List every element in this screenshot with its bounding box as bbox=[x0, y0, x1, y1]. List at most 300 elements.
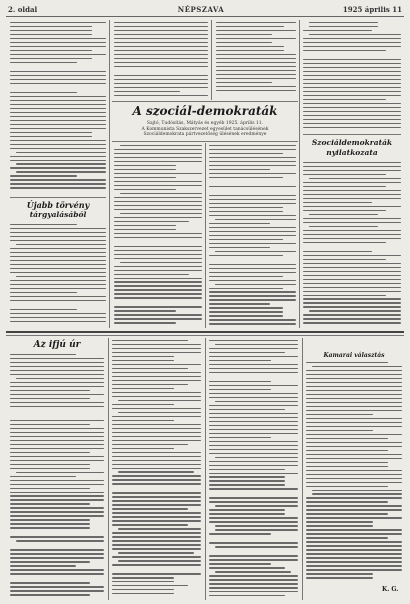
text-line bbox=[10, 300, 106, 301]
text-line bbox=[114, 209, 202, 210]
text-line bbox=[303, 295, 386, 296]
text-line bbox=[209, 291, 296, 292]
text-line bbox=[306, 430, 373, 431]
text-line bbox=[16, 378, 104, 379]
text-line bbox=[112, 452, 201, 453]
article-column-right-bottom bbox=[303, 162, 401, 328]
text-line bbox=[10, 523, 90, 524]
text-line bbox=[309, 26, 378, 27]
text-line bbox=[114, 34, 208, 35]
text-line bbox=[209, 255, 283, 256]
text-line bbox=[303, 115, 401, 116]
text-line bbox=[114, 217, 202, 218]
text-line bbox=[10, 280, 106, 281]
text-line bbox=[10, 100, 106, 101]
text-line bbox=[112, 577, 174, 578]
text-line bbox=[114, 189, 176, 190]
article-column-bottom-3 bbox=[209, 340, 298, 600]
text-line bbox=[306, 362, 388, 363]
text-line bbox=[209, 223, 270, 224]
text-line bbox=[306, 382, 402, 383]
text-line bbox=[209, 149, 296, 150]
text-line bbox=[306, 553, 402, 554]
text-line bbox=[209, 567, 285, 568]
text-line bbox=[114, 297, 202, 298]
text-line bbox=[303, 59, 401, 60]
text-line bbox=[306, 474, 402, 475]
text-line bbox=[303, 67, 401, 68]
text-line bbox=[112, 440, 201, 441]
text-line bbox=[216, 86, 296, 87]
text-line bbox=[209, 595, 285, 596]
text-line bbox=[209, 501, 298, 502]
text-line bbox=[306, 422, 402, 423]
text-line bbox=[306, 545, 402, 546]
text-line bbox=[306, 509, 402, 510]
text-line bbox=[216, 46, 284, 47]
text-line bbox=[10, 511, 104, 512]
text-line bbox=[216, 38, 296, 39]
text-line bbox=[209, 413, 298, 414]
text-line bbox=[114, 285, 202, 286]
article-column-bottom-4 bbox=[306, 362, 402, 584]
text-line bbox=[209, 215, 296, 216]
text-line bbox=[209, 461, 298, 462]
text-line bbox=[114, 254, 202, 255]
text-line bbox=[10, 75, 106, 76]
text-line bbox=[209, 323, 296, 324]
text-line bbox=[112, 364, 201, 365]
text-line bbox=[112, 512, 201, 513]
text-line bbox=[114, 181, 202, 182]
text-line bbox=[10, 527, 90, 528]
text-line bbox=[112, 360, 174, 361]
text-line bbox=[10, 370, 104, 371]
text-line bbox=[114, 95, 208, 96]
text-line bbox=[10, 565, 76, 566]
text-line bbox=[309, 34, 401, 35]
text-line bbox=[112, 368, 188, 369]
text-line bbox=[303, 38, 401, 39]
text-line bbox=[209, 469, 285, 470]
text-line bbox=[10, 549, 104, 550]
text-line bbox=[114, 30, 208, 31]
text-line bbox=[303, 318, 401, 319]
subtitle-line: Sajtó, Tudósítás, Mátyás és egyéb 1925. április 11. bbox=[146, 121, 264, 126]
text-line bbox=[112, 396, 201, 397]
text-line bbox=[10, 22, 106, 23]
text-line bbox=[303, 190, 401, 191]
text-line bbox=[10, 264, 106, 265]
text-line bbox=[10, 460, 104, 461]
column-rule bbox=[108, 338, 109, 600]
text-line bbox=[209, 476, 285, 477]
text-line bbox=[303, 83, 401, 84]
text-line bbox=[114, 237, 202, 238]
text-line bbox=[114, 173, 202, 174]
text-line bbox=[209, 145, 296, 146]
text-line bbox=[10, 586, 104, 587]
text-line bbox=[112, 444, 188, 445]
text-line bbox=[209, 157, 296, 158]
center-article-subtitle bbox=[114, 121, 296, 138]
text-line bbox=[10, 386, 104, 387]
column-rule bbox=[299, 20, 300, 328]
text-line bbox=[209, 356, 298, 357]
text-line bbox=[10, 156, 106, 157]
text-line bbox=[114, 281, 202, 282]
text-line bbox=[112, 340, 188, 341]
text-line bbox=[306, 450, 388, 451]
text-line bbox=[303, 271, 401, 272]
column-rule bbox=[211, 20, 212, 100]
text-line bbox=[216, 26, 284, 27]
text-line bbox=[216, 42, 272, 43]
text-line bbox=[16, 152, 106, 153]
text-line bbox=[10, 116, 106, 117]
text-line bbox=[209, 533, 271, 534]
text-line bbox=[209, 264, 296, 265]
text-line bbox=[306, 462, 388, 463]
text-line bbox=[114, 58, 208, 59]
text-line bbox=[215, 284, 296, 285]
text-line bbox=[120, 262, 202, 263]
subtitle-line: A Kommunista Szakszervezet egyesület tanácsülésének bbox=[141, 126, 269, 132]
text-line bbox=[10, 175, 77, 176]
text-line bbox=[209, 207, 283, 208]
text-line bbox=[209, 555, 298, 556]
text-line bbox=[10, 452, 90, 453]
text-line bbox=[306, 517, 402, 518]
left-article-title: Újabb törvény bbox=[26, 200, 90, 210]
text-line bbox=[209, 307, 283, 308]
text-line bbox=[303, 111, 401, 112]
text-line bbox=[306, 458, 402, 459]
text-line bbox=[10, 499, 104, 500]
text-line bbox=[10, 167, 106, 168]
text-line bbox=[10, 58, 92, 59]
text-line bbox=[209, 169, 270, 170]
article-column-left-top bbox=[10, 22, 106, 194]
text-line bbox=[303, 170, 401, 171]
text-line bbox=[312, 490, 402, 491]
text-line bbox=[209, 542, 298, 543]
text-line bbox=[306, 438, 388, 439]
text-line bbox=[10, 321, 106, 322]
text-line bbox=[209, 445, 298, 446]
text-line bbox=[114, 250, 202, 251]
text-line bbox=[10, 132, 92, 133]
text-line bbox=[114, 46, 208, 47]
text-line bbox=[209, 559, 298, 560]
text-line bbox=[303, 127, 401, 128]
paragraph-gap bbox=[114, 241, 202, 246]
text-line bbox=[10, 260, 106, 261]
text-line bbox=[112, 392, 201, 393]
text-line bbox=[10, 179, 106, 180]
text-line bbox=[303, 91, 401, 92]
text-line bbox=[303, 182, 401, 183]
section-divider bbox=[6, 331, 404, 333]
text-line bbox=[303, 279, 401, 280]
text-line bbox=[306, 549, 402, 550]
text-line bbox=[10, 224, 77, 225]
text-line bbox=[114, 22, 208, 23]
text-line bbox=[303, 210, 386, 211]
text-line bbox=[303, 218, 401, 219]
text-line bbox=[112, 581, 174, 582]
text-line bbox=[10, 296, 106, 297]
text-line bbox=[303, 238, 401, 239]
text-line bbox=[10, 480, 104, 481]
text-line bbox=[306, 478, 402, 479]
text-line bbox=[114, 225, 176, 226]
text-line bbox=[112, 540, 201, 541]
text-line bbox=[215, 525, 298, 526]
text-line bbox=[114, 54, 208, 55]
text-line bbox=[209, 397, 298, 398]
text-line bbox=[10, 594, 90, 595]
text-line bbox=[112, 483, 201, 484]
text-line bbox=[209, 211, 283, 212]
text-line bbox=[209, 441, 298, 442]
text-line bbox=[303, 103, 401, 104]
text-line bbox=[10, 236, 106, 237]
text-line bbox=[10, 440, 104, 441]
text-line bbox=[306, 486, 388, 487]
text-line bbox=[209, 389, 271, 390]
text-line bbox=[112, 573, 201, 574]
article-column-center-left-top bbox=[114, 22, 208, 100]
text-line bbox=[112, 384, 188, 385]
text-line bbox=[306, 406, 402, 407]
text-line bbox=[306, 418, 402, 419]
text-line bbox=[216, 74, 296, 75]
text-line bbox=[10, 362, 104, 363]
text-line bbox=[120, 193, 202, 194]
text-line bbox=[303, 314, 401, 315]
article-column-bottom-1 bbox=[10, 354, 104, 600]
text-line bbox=[303, 263, 401, 264]
text-line bbox=[16, 171, 106, 172]
text-line bbox=[209, 295, 296, 296]
text-line bbox=[306, 454, 402, 455]
column-rule bbox=[109, 20, 110, 328]
text-line bbox=[112, 408, 201, 409]
text-line bbox=[209, 405, 298, 406]
text-line bbox=[306, 505, 402, 506]
text-line bbox=[114, 293, 202, 294]
text-line bbox=[209, 243, 296, 244]
text-line bbox=[10, 536, 104, 537]
text-line bbox=[306, 537, 388, 538]
text-line bbox=[303, 283, 401, 284]
left-article-subtitle: tárgyalásából bbox=[29, 210, 87, 219]
text-line bbox=[114, 149, 202, 150]
text-line bbox=[10, 573, 104, 574]
page-number: 2. oldal bbox=[8, 5, 38, 14]
text-line bbox=[209, 315, 283, 316]
text-line bbox=[114, 314, 202, 315]
text-line bbox=[112, 508, 188, 509]
text-line bbox=[209, 587, 298, 588]
text-line bbox=[10, 428, 104, 429]
text-line bbox=[118, 400, 201, 401]
text-line bbox=[209, 227, 296, 228]
text-line bbox=[112, 556, 201, 557]
text-line bbox=[303, 75, 401, 76]
text-line bbox=[112, 420, 174, 421]
text-line bbox=[306, 525, 373, 526]
text-line bbox=[303, 186, 386, 187]
text-line bbox=[112, 585, 188, 586]
text-line bbox=[10, 582, 90, 583]
text-line bbox=[209, 199, 296, 200]
text-line bbox=[216, 50, 284, 51]
text-line bbox=[303, 30, 372, 31]
text-line bbox=[216, 78, 296, 79]
text-line bbox=[118, 412, 201, 413]
text-line bbox=[209, 381, 271, 382]
text-line bbox=[209, 364, 298, 365]
text-line bbox=[209, 247, 270, 248]
text-line bbox=[306, 434, 402, 435]
text-line bbox=[303, 230, 401, 231]
text-line bbox=[10, 38, 106, 39]
text-line bbox=[209, 484, 285, 485]
text-line bbox=[10, 468, 90, 469]
text-line bbox=[312, 493, 402, 494]
text-line bbox=[303, 123, 401, 124]
text-line bbox=[112, 548, 201, 549]
text-line bbox=[209, 473, 298, 474]
text-line bbox=[112, 479, 201, 480]
text-line bbox=[112, 352, 201, 353]
text-line bbox=[209, 203, 296, 204]
text-line bbox=[303, 322, 401, 323]
text-line bbox=[120, 145, 202, 146]
text-line bbox=[112, 424, 201, 425]
text-line bbox=[112, 468, 201, 469]
text-line bbox=[309, 22, 378, 23]
bottom-left-article-title: Az ifjú úr bbox=[33, 340, 81, 350]
text-line bbox=[112, 404, 174, 405]
text-line bbox=[114, 246, 202, 247]
paragraph-gap bbox=[209, 259, 296, 264]
text-line bbox=[306, 394, 402, 395]
text-line bbox=[10, 160, 106, 161]
text-line bbox=[209, 235, 296, 236]
text-line bbox=[306, 442, 402, 443]
text-line bbox=[306, 529, 402, 530]
text-line bbox=[114, 177, 176, 178]
article-column-center-left bbox=[114, 145, 202, 328]
text-line bbox=[114, 233, 202, 234]
article-column-center-right-top bbox=[216, 22, 296, 100]
text-line bbox=[10, 456, 104, 457]
text-line bbox=[10, 557, 104, 558]
text-line bbox=[209, 517, 298, 518]
text-line bbox=[216, 82, 272, 83]
text-line bbox=[306, 414, 373, 415]
text-line bbox=[209, 488, 298, 489]
text-line bbox=[209, 352, 285, 353]
text-line bbox=[114, 205, 202, 206]
text-line bbox=[209, 153, 283, 154]
text-line bbox=[10, 228, 106, 229]
text-line bbox=[112, 432, 201, 433]
text-line bbox=[306, 577, 373, 578]
text-line bbox=[120, 213, 202, 214]
text-line bbox=[112, 504, 201, 505]
text-line bbox=[114, 306, 202, 307]
text-line bbox=[209, 509, 285, 510]
text-line bbox=[306, 573, 373, 574]
text-line bbox=[306, 533, 402, 534]
text-line bbox=[303, 119, 401, 120]
text-line bbox=[10, 436, 104, 437]
text-line bbox=[118, 528, 201, 529]
text-line bbox=[10, 30, 92, 31]
text-line bbox=[112, 544, 201, 545]
text-line bbox=[303, 242, 386, 243]
article-column-left-bottom bbox=[10, 224, 106, 328]
text-line bbox=[10, 424, 90, 425]
text-line bbox=[216, 30, 296, 31]
text-line bbox=[216, 34, 272, 35]
paragraph-gap bbox=[303, 246, 401, 251]
issue-date: 1925 április 11 bbox=[342, 5, 402, 14]
text-line bbox=[112, 496, 201, 497]
text-line bbox=[10, 432, 104, 433]
text-line bbox=[10, 26, 92, 27]
text-line bbox=[309, 178, 401, 179]
author-signature: K. G. bbox=[382, 586, 399, 593]
text-line bbox=[209, 195, 296, 196]
text-line bbox=[209, 591, 298, 592]
text-line bbox=[209, 276, 283, 277]
text-line bbox=[209, 372, 298, 373]
text-line bbox=[303, 174, 386, 175]
text-line bbox=[114, 322, 176, 323]
text-line bbox=[209, 272, 296, 273]
text-line bbox=[114, 197, 202, 198]
text-line bbox=[306, 521, 373, 522]
text-line bbox=[112, 448, 174, 449]
column-rule bbox=[205, 338, 206, 600]
text-line bbox=[216, 58, 296, 59]
text-line bbox=[10, 484, 104, 485]
text-line bbox=[209, 231, 296, 232]
text-line bbox=[303, 162, 401, 163]
text-line bbox=[209, 385, 298, 386]
text-line bbox=[114, 87, 208, 88]
text-line bbox=[306, 497, 402, 498]
text-line bbox=[303, 42, 401, 43]
text-line bbox=[10, 140, 106, 141]
center-article-title: A szociál-demokraták bbox=[132, 104, 278, 118]
text-line bbox=[10, 50, 92, 51]
text-line bbox=[114, 274, 189, 275]
text-line bbox=[209, 393, 298, 394]
text-line bbox=[10, 108, 106, 109]
text-line bbox=[118, 471, 194, 472]
text-line bbox=[209, 429, 298, 430]
text-line bbox=[10, 495, 104, 496]
text-line bbox=[303, 291, 401, 292]
text-line bbox=[114, 318, 202, 319]
text-line bbox=[10, 398, 90, 399]
